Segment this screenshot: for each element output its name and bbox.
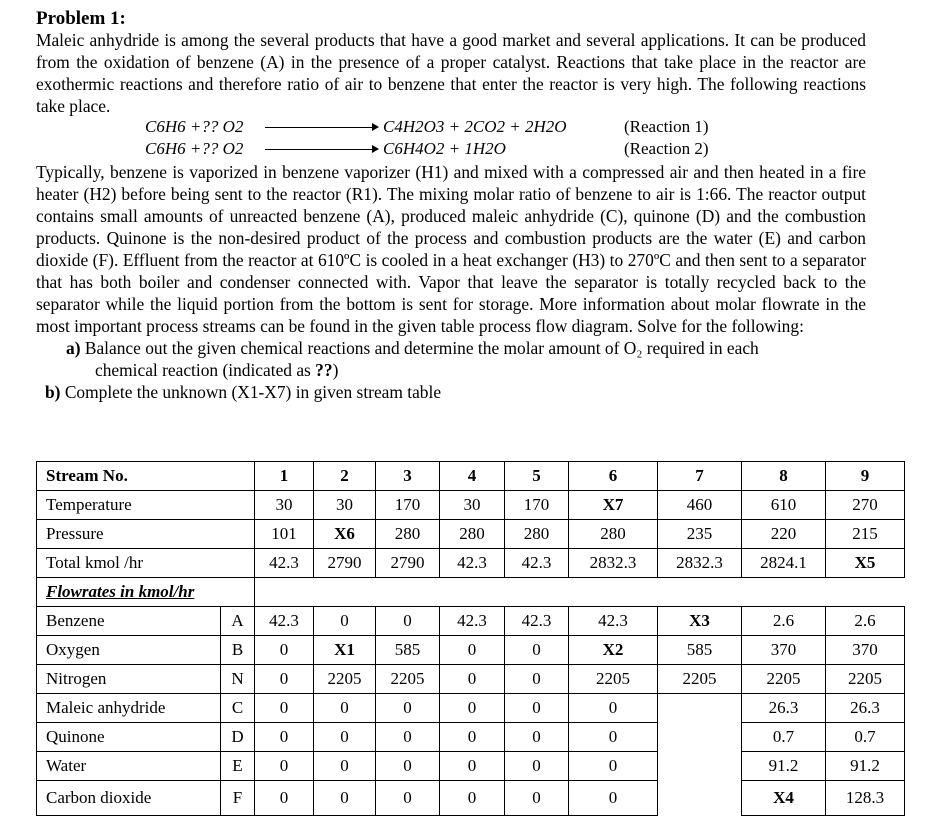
flow-heading-text: Flowrates in kmol/hr (46, 582, 195, 601)
table-cell: 2205 (742, 665, 826, 694)
reaction-arrow-icon (265, 127, 377, 128)
table-cell: X7 (569, 491, 658, 520)
component-name: Water (37, 752, 221, 781)
table-cell: 128.3 (826, 781, 905, 816)
table-cell: 280 (376, 520, 440, 549)
table-cell: 170 (376, 491, 440, 520)
table-cell: 0 (440, 723, 505, 752)
table-cell: 0 (440, 665, 505, 694)
property-label: Temperature (37, 491, 255, 520)
property-label: Pressure (37, 520, 255, 549)
component-row (37, 752, 905, 781)
table-cell: 0 (505, 665, 569, 694)
question-b-label: b) (45, 382, 61, 402)
component-row (37, 694, 905, 723)
table-cell: 0 (255, 752, 314, 781)
table-cell: 0 (440, 694, 505, 723)
table-cell: 0 (376, 781, 440, 816)
table-cell: X2 (569, 636, 658, 665)
question-a-text: Balance out the given chemical reactions and determine the molar amount of O₂ required in each (84, 338, 759, 358)
problem-title: Problem 1: (36, 8, 126, 29)
table-cell: 2205 (376, 665, 440, 694)
table-cell: 0 (376, 694, 440, 723)
property-row (37, 549, 905, 578)
component-code: F (221, 781, 255, 816)
table-cell: 2205 (658, 665, 742, 694)
table-cell: 2205 (314, 665, 376, 694)
table-cell: 30 (440, 491, 505, 520)
table-cell: 0 (505, 694, 569, 723)
property-row (37, 491, 905, 520)
component-row (37, 607, 905, 636)
flow-heading-row (37, 578, 905, 607)
property-row (37, 520, 905, 549)
question-a-label: a) (66, 338, 81, 358)
table-cell: 0 (376, 752, 440, 781)
table-cell: 2832.3 (569, 549, 658, 578)
table-cell: 30 (255, 491, 314, 520)
component-row (37, 665, 905, 694)
table-cell: 0 (569, 781, 658, 816)
table-cell: 0 (255, 636, 314, 665)
table-cell: 585 (376, 636, 440, 665)
table-cell: 0 (569, 752, 658, 781)
stream-number: 5 (505, 462, 569, 491)
question-b-text: Complete the unknown (X1-X7) in given stream table (64, 382, 442, 402)
stream-number: 1 (255, 462, 314, 491)
flow-heading (37, 578, 255, 607)
stream-number: 8 (742, 462, 826, 491)
table-cell: 2205 (569, 665, 658, 694)
table-cell: 370 (826, 636, 905, 665)
stream-number: 2 (314, 462, 376, 491)
description-paragraph: Typically, benzene is vaporized in benzene vaporizer (H1) and mixed with a compressed air and then heated in a fire heater (H2) before being sent to the reactor (R1). The mixing molar ratio of benzene to air is 1:66. The reactor output contains small amounts of unreacted benzene (A), produced maleic anhydride (C), quinone (D) and the combustion products. Quinone is the non-desired product of the process and combustion products are the water (E) and carbon dioxide (F). Effluent from the reactor at 610ºC is cooled in a heat exchanger (H3) to 270ºC and then sent to a separator that has both boiler and condenser connected with. Vapor that leave the separator is totally recycled back to the separator while the liquid portion from the bottom is sent for storage. More information about molar flowrate in the most important process streams can be found in the given table process flow diagram. Solve for the following: (36, 162, 866, 336)
component-code: E (221, 752, 255, 781)
table-cell: 0 (440, 636, 505, 665)
table-cell: 280 (569, 520, 658, 549)
reaction-2-tag: (Reaction 2) (624, 139, 709, 158)
table-cell: 0 (505, 781, 569, 816)
table-cell: 610 (742, 491, 826, 520)
table-cell: 215 (826, 520, 905, 549)
table-cell: 42.3 (505, 549, 569, 578)
component-row (37, 636, 905, 665)
component-name: Oxygen (37, 636, 221, 665)
table-cell: 0 (255, 694, 314, 723)
property-label: Total kmol /hr (37, 549, 255, 578)
table-cell: 270 (826, 491, 905, 520)
table-cell: 0 (314, 752, 376, 781)
component-name: Nitrogen (37, 665, 221, 694)
table-cell: 91.2 (826, 752, 905, 781)
stream-number: 9 (826, 462, 905, 491)
intro-paragraph: Maleic anhydride is among the several products that have a good market and several applications. It can be produced from the oxidation of benzene (A) in the presence of a proper catalyst. Reactions that take place in the reactor are exothermic reactions and therefore ratio of air to benzene that enter the reactor is very high. The following reactions take place. (36, 30, 866, 116)
table-cell: 42.3 (505, 607, 569, 636)
reaction-arrow-icon (265, 149, 377, 150)
table-cell: 0 (314, 781, 376, 816)
table-cell: 42.3 (255, 549, 314, 578)
table-cell: 220 (742, 520, 826, 549)
stream-number: 7 (658, 462, 742, 491)
stream-number: 3 (376, 462, 440, 491)
table-cell: 2.6 (742, 607, 826, 636)
reaction-1-tag: (Reaction 1) (624, 117, 709, 136)
component-code: N (221, 665, 255, 694)
question-a-close: ) (332, 360, 339, 380)
question-a-text2: chemical reaction (indicated as (95, 360, 316, 380)
table-cell (658, 694, 742, 723)
table-cell: 2205 (826, 665, 905, 694)
table-header-row (37, 462, 905, 491)
table-cell: 101 (255, 520, 314, 549)
table-cell: 280 (440, 520, 505, 549)
table-cell (658, 781, 742, 816)
table-cell: 0 (376, 723, 440, 752)
table-cell: 0 (440, 781, 505, 816)
flow-heading-spacer (255, 578, 905, 607)
table-cell: 0 (255, 723, 314, 752)
table-cell: 2832.3 (658, 549, 742, 578)
reaction-1-lhs: C6H6 +?? O2 (145, 117, 244, 136)
question-a (36, 337, 866, 381)
table-cell: 0 (505, 723, 569, 752)
component-code: D (221, 723, 255, 752)
table-cell: 0 (376, 607, 440, 636)
stream-number: 4 (440, 462, 505, 491)
table-cell: 0.7 (826, 723, 905, 752)
table-cell: 42.3 (569, 607, 658, 636)
table-cell: 0 (314, 694, 376, 723)
table-cell: 42.3 (255, 607, 314, 636)
table-cell: 42.3 (440, 549, 505, 578)
component-code: B (221, 636, 255, 665)
stream-number: 6 (569, 462, 658, 491)
table-cell: 2.6 (826, 607, 905, 636)
table-cell: X6 (314, 520, 376, 549)
table-cell: 0 (314, 607, 376, 636)
table-cell: X3 (658, 607, 742, 636)
table-cell: 585 (658, 636, 742, 665)
table-cell (658, 723, 742, 752)
table-cell: 280 (505, 520, 569, 549)
table-cell: 26.3 (742, 694, 826, 723)
table-cell: 0 (314, 723, 376, 752)
reaction-2-lhs: C6H6 +?? O2 (145, 139, 244, 158)
table-cell: X1 (314, 636, 376, 665)
table-cell: 2790 (314, 549, 376, 578)
component-name: Carbon dioxide (37, 781, 221, 816)
table-cell: 460 (658, 491, 742, 520)
component-code: A (221, 607, 255, 636)
table-cell: 0 (569, 723, 658, 752)
table-cell: 2824.1 (742, 549, 826, 578)
component-name: Benzene (37, 607, 221, 636)
stream-table (36, 461, 905, 816)
table-cell: 170 (505, 491, 569, 520)
component-code: C (221, 694, 255, 723)
table-cell: 30 (314, 491, 376, 520)
table-cell: 0 (255, 781, 314, 816)
table-cell: X4 (742, 781, 826, 816)
table-cell: 0 (255, 665, 314, 694)
table-cell: 370 (742, 636, 826, 665)
reactions (36, 117, 866, 161)
question-a-marks: ?? (315, 360, 333, 380)
table-cell: 2790 (376, 549, 440, 578)
reaction-2 (36, 139, 866, 161)
table-cell (658, 752, 742, 781)
component-name: Maleic anhydride (37, 694, 221, 723)
reaction-1-rhs: C4H2O3 + 2CO2 + 2H2O (383, 117, 567, 136)
table-cell: 42.3 (440, 607, 505, 636)
table-cell: 0 (440, 752, 505, 781)
table-cell: 0 (505, 752, 569, 781)
question-a-line2 (66, 359, 866, 381)
table-cell: 91.2 (742, 752, 826, 781)
table-cell: 235 (658, 520, 742, 549)
reaction-2-rhs: C6H4O2 + 1H2O (383, 139, 506, 158)
component-row (37, 723, 905, 752)
table-cell: 0 (505, 636, 569, 665)
component-row (37, 781, 905, 816)
table-cell: X5 (826, 549, 905, 578)
table-cell: 26.3 (826, 694, 905, 723)
component-name: Quinone (37, 723, 221, 752)
question-b (36, 381, 866, 403)
table-cell: 0 (569, 694, 658, 723)
table-cell: 0.7 (742, 723, 826, 752)
reaction-1 (36, 117, 866, 139)
stream-header-label: Stream No. (37, 462, 255, 491)
